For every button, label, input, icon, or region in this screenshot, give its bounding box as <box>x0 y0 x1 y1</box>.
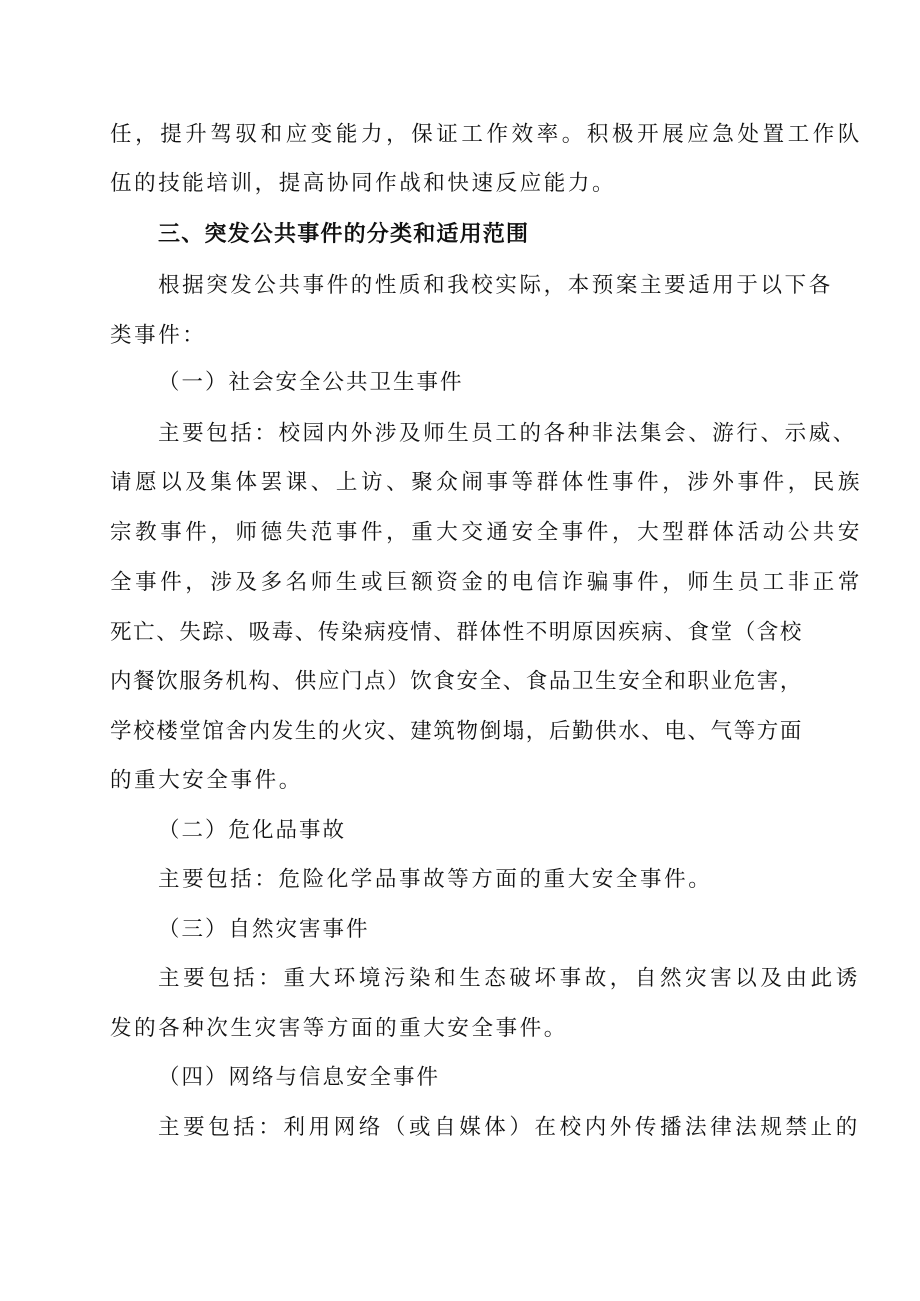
body-line: 主要包括：校园内外涉及师生员工的各种非法集会、游行、示威、 <box>158 421 857 446</box>
body-line: 请愿以及集体罢课、上访、聚众闹事等群体性事件，涉外事件，民族 <box>110 470 864 495</box>
body-line: 根据突发公共事件的性质和我校实际，本预案主要适用于以下各 <box>158 273 833 298</box>
subsection-heading: （三）自然灾害事件 <box>158 917 370 942</box>
body-line: 发的各种次生灾害等方面的重大安全事件。 <box>110 1016 568 1041</box>
body-line: 死亡、失踪、吸毒、传染病疫情、群体性不明原因疾病、食堂（含校 <box>110 620 804 645</box>
body-line: 主要包括：利用网络（或自媒体）在校内外传播法律法规禁止的 <box>158 1115 861 1140</box>
section-heading: 三、突发公共事件的分类和适用范围 <box>158 222 530 247</box>
subsection-heading: （二）危化品事故 <box>158 818 347 843</box>
body-line: 类事件： <box>110 323 207 348</box>
body-line: 主要包括：危险化学品事故等方面的重大安全事件。 <box>158 867 713 892</box>
body-line: 全事件，涉及多名师生或巨额资金的电信诈骗事件，师生员工非正常 <box>110 570 864 595</box>
body-line: 宗教事件，师德失范事件，重大交通安全事件，大型群体活动公共安 <box>110 520 864 545</box>
subsection-heading: （四）网络与信息安全事件 <box>158 1065 441 1090</box>
body-line: 任，提升驾驭和应变能力，保证工作效率。积极开展应急处置工作队 <box>110 122 864 147</box>
body-line: 的重大安全事件。 <box>110 768 303 793</box>
body-line: 内餐饮服务机构、供应门点）饮食安全、食品卫生安全和职业危害， <box>110 669 804 694</box>
body-line: 伍的技能培训，提高协同作战和快速反应能力。 <box>110 171 617 196</box>
body-line: 学校楼堂馆舍内发生的火灾、建筑物倒塌，后勤供水、电、气等方面 <box>110 719 804 744</box>
subsection-heading: （一）社会安全公共卫生事件 <box>158 370 464 395</box>
body-line: 主要包括：重大环境污染和生态破坏事故，自然灾害以及由此诱 <box>158 966 861 991</box>
